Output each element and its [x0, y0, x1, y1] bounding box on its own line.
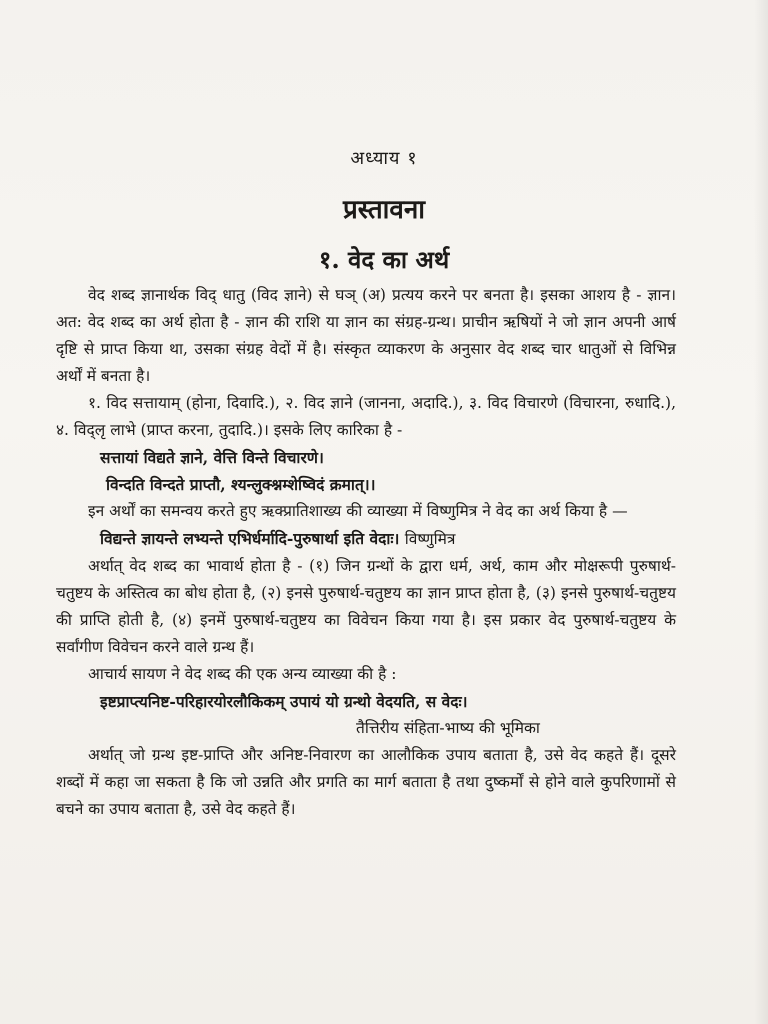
- verse-3-text: विद्यन्ते ज्ञायन्ते लभ्यन्ते एभिर्धर्मादि-पुरुषार्था इति वेदाः।: [100, 529, 400, 548]
- verse-4-source: तैत्तिरीय संहिता-भाष्य की भूमिका: [356, 719, 540, 737]
- paragraph-5: आचार्य सायण ने वेद शब्द की एक अन्य व्याख्या की है :: [88, 665, 397, 683]
- paragraph-2: १. विद सत्तायाम् (होना, दिवादि.), २. विद ज्ञाने (जानना, अदादि.), ३. विद विचारणे (विचारना, रुधादि.), ४. विद्लृ लाभे (प्राप्त करना, तुदादि.)। इसके लिए कारिका है -: [56, 394, 676, 439]
- chapter-label: अध्याय १: [350, 148, 418, 169]
- section-title: १. वेद का अर्थ: [318, 245, 450, 274]
- page-edge-shadow: [754, 0, 768, 1024]
- paragraph-4: अर्थात् वेद शब्द का भावार्थ होता है - (१) जिन ग्रन्थों के द्वारा धर्म, अर्थ, काम और मोक्षरूपी पुरुषार्थ-चतुष्टय के अस्तित्व का बोध होता है, (२) इनसे पुरुषार्थ-चतुष्टय का ज्ञान प्राप्त होता है, (३) इनसे पुरुषार्थ-चतुष्टय की प्राप्ति होती है, (४) इनमें पुरुषार्थ-चतुष्टय का विवेचन किया गया है। इस प्रकार वेद पुरुषार्थ-चतुष्टय के सर्वांगीण विवेचन करने वाले ग्रन्थ हैं।: [56, 557, 676, 656]
- paragraph-3: इन अर्थों का समन्वय करते हुए ऋक्प्रातिशाख्य की व्याख्या में विष्णुमित्र ने वेद का अर्थ किया है —: [88, 502, 628, 520]
- verse-1: सत्तायां विद्यते ज्ञाने, वेत्ति विन्ते विचारणे।: [100, 448, 324, 467]
- paragraph-6: अर्थात् जो ग्रन्थ इष्ट-प्राप्ति और अनिष्ट-निवारण का आलौकिक उपाय बताता है, उसे वेद कहते हैं। दूसरे शब्दों में कहा जा सकता है कि जो उन्नति और प्रगति का मार्ग बताता है तथा दुष्कर्मों से होने वाले कुपरिणामों से बचने का उपाय बताता है, उसे वेद कहते हैं।: [56, 746, 676, 818]
- verse-4: इष्टप्राप्त्यनिष्ट-परिहारयोरलौकिकम् उपायं यो ग्रन्थो वेदयति, स वेदः।: [100, 692, 468, 711]
- body-text: [56, 282, 676, 823]
- paragraph-1: वेद शब्द ज्ञानार्थक विद् धातु (विद ज्ञाने) से घञ् (अ) प्रत्यय करने पर बनता है। इसका आशय है - ज्ञान। अत: वेद शब्द का अर्थ होता है - ज्ञान की राशि या ज्ञान का संग्रह-ग्रन्थ। प्राचीन ऋषियों ने जो ज्ञान अपनी आर्ष दृष्टि से प्राप्त किया था, उसका संग्रह वेदों में है। संस्कृत व्याकरण के अनुसार वेद शब्द चार धातुओं से विभिन्न अर्थों में बनता है।: [56, 286, 676, 385]
- verse-2: विन्दति विन्दते प्राप्तौ, श्यन्लुक्श्नम्शेष्विदं क्रमात्।।: [106, 475, 376, 494]
- verse-3: [56, 525, 676, 553]
- page-title: प्रस्तावना: [342, 195, 426, 225]
- verse-3-source: विष्णुमित्र: [404, 530, 456, 548]
